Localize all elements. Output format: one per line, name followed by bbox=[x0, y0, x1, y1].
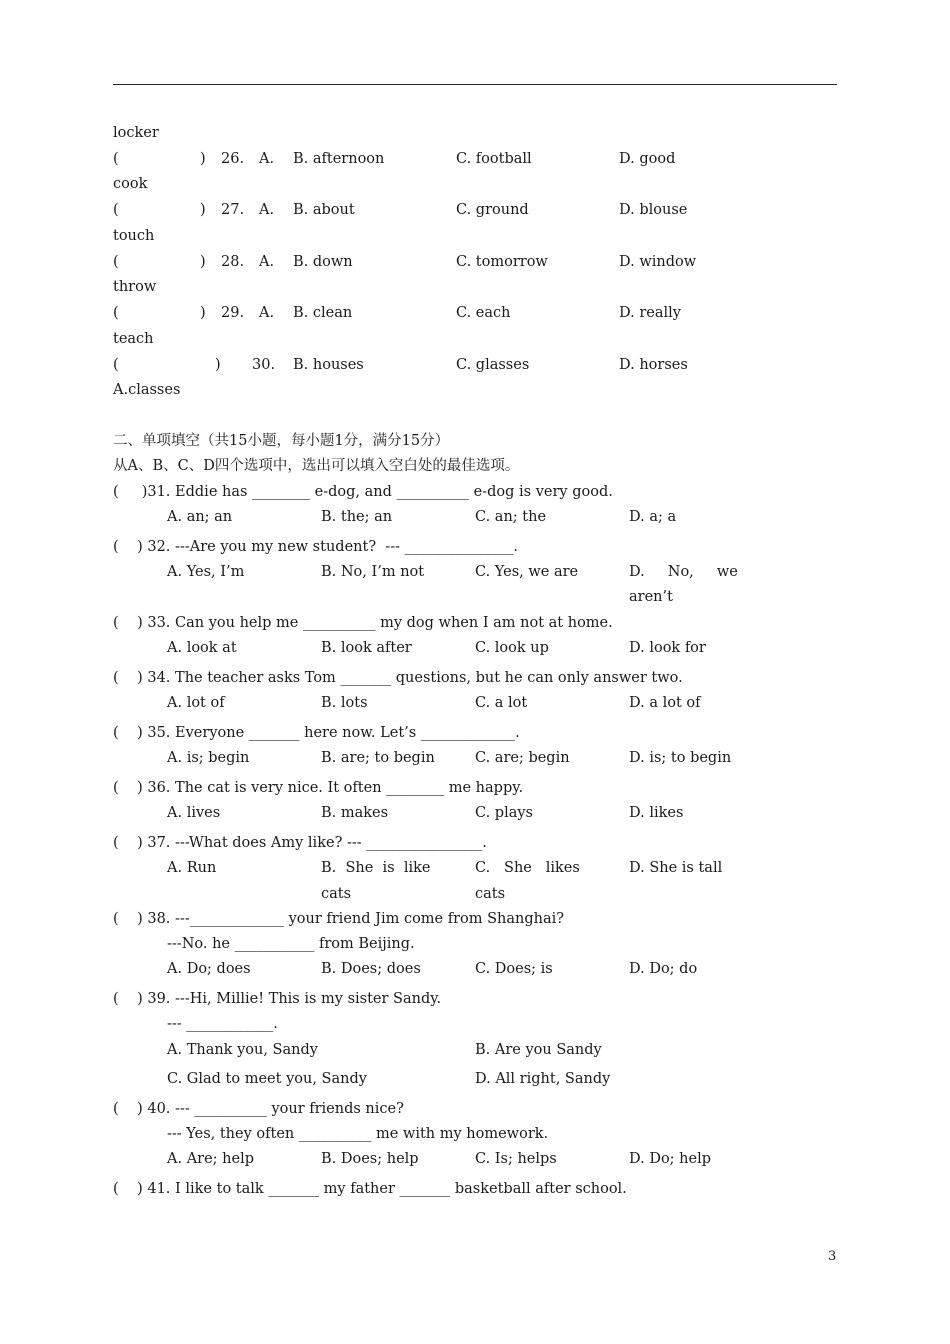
option-b: B. down bbox=[293, 254, 353, 270]
prev-word: locker bbox=[113, 125, 159, 141]
section-instruction: 从A、B、C、D四个选项中，选出可以填入空白处的最佳选项。 bbox=[113, 458, 520, 474]
page-number: 3 bbox=[828, 1249, 837, 1264]
option-b: B. are; to begin bbox=[321, 750, 435, 766]
option-a: A. bbox=[259, 305, 275, 321]
option-c: C. Yes, we are bbox=[475, 564, 579, 580]
answer-paren-open: ( bbox=[113, 357, 119, 373]
question-stem: ( ) 39. ---Hi, Millie! This is my sister Sandy. bbox=[113, 991, 442, 1007]
option-a: A. lot of bbox=[167, 695, 225, 711]
question-stem: ( ) 35. Everyone _______ here now. Let’s _____________. bbox=[113, 725, 520, 741]
option-a: A. Do; does bbox=[167, 961, 251, 977]
option-d: D. is; to begin bbox=[629, 750, 732, 766]
option-c: C. look up bbox=[475, 640, 549, 656]
option-d: D. a; a bbox=[629, 509, 677, 525]
answer-paren-close: ) bbox=[215, 357, 221, 373]
question-stem: ( ) 41. I like to talk _______ my father _______ basketball after school. bbox=[113, 1181, 627, 1197]
answer-paren-open: ( bbox=[113, 151, 119, 167]
question-number: 26. bbox=[221, 151, 245, 167]
option-d: D. good bbox=[619, 151, 676, 167]
option-b-continued: cats bbox=[321, 886, 352, 902]
option-a: A. Thank you, Sandy bbox=[167, 1042, 318, 1058]
prev-word: touch bbox=[113, 228, 155, 244]
option-b: B. look after bbox=[321, 640, 412, 656]
question-number: 27. bbox=[221, 202, 245, 218]
option-a: A. look at bbox=[167, 640, 237, 656]
option-b: B. Are you Sandy bbox=[475, 1042, 602, 1058]
option-c: C. an; the bbox=[475, 509, 547, 525]
question-number: 29. bbox=[221, 305, 245, 321]
option-b: B. clean bbox=[293, 305, 353, 321]
option-b: B. Does; does bbox=[321, 961, 421, 977]
option-a: A. bbox=[259, 151, 275, 167]
option-a: A. is; begin bbox=[167, 750, 250, 766]
option-d: D. She is tall bbox=[629, 860, 723, 876]
option-c: C. She likes bbox=[475, 860, 580, 876]
option-a: A. Yes, I’m bbox=[167, 564, 245, 580]
question-stem: ( ) 33. Can you help me __________ my dog when I am not at home. bbox=[113, 615, 613, 631]
option-b: B. lots bbox=[321, 695, 368, 711]
option-c: C. Does; is bbox=[475, 961, 553, 977]
prev-word: teach bbox=[113, 331, 154, 347]
prev-word: throw bbox=[113, 279, 157, 295]
answer-paren-open: ( bbox=[113, 202, 119, 218]
option-b: B. She is like bbox=[321, 860, 431, 876]
question-stem: ( ) 34. The teacher asks Tom _______ questions, but he can only answer two. bbox=[113, 670, 683, 686]
option-d: D. horses bbox=[619, 357, 688, 373]
answer-paren-open: ( bbox=[113, 254, 119, 270]
answer-paren-open: ( bbox=[113, 305, 119, 321]
option-d: D. Do; do bbox=[629, 961, 698, 977]
question-number: 30. bbox=[252, 357, 276, 373]
option-a: A. Run bbox=[167, 860, 217, 876]
option-a: A. Are; help bbox=[167, 1151, 255, 1167]
option-d: D. a lot of bbox=[629, 695, 701, 711]
option-b: B. Does; help bbox=[321, 1151, 419, 1167]
option-c: C. glasses bbox=[456, 357, 530, 373]
answer-paren-close: ) bbox=[200, 151, 206, 167]
question-stem: ( ) 40. --- __________ your friends nice? bbox=[113, 1101, 404, 1117]
question-line-2: --- ____________. bbox=[167, 1016, 278, 1032]
option-d: D. blouse bbox=[619, 202, 688, 218]
prev-word: cook bbox=[113, 176, 148, 192]
option-c: C. ground bbox=[456, 202, 529, 218]
question-stem: ( ) 38. ---_____________ your friend Jim come from Shanghai? bbox=[113, 911, 565, 927]
option-c: C. are; begin bbox=[475, 750, 570, 766]
question-stem: ( ) 36. The cat is very nice. It often ________ me happy. bbox=[113, 780, 524, 796]
answer-paren-close: ) bbox=[200, 254, 206, 270]
option-d-continued: aren’t bbox=[629, 589, 673, 605]
option-b: B. No, I’m not bbox=[321, 564, 425, 580]
option-b: B. houses bbox=[293, 357, 364, 373]
option-c: C. football bbox=[456, 151, 532, 167]
section-heading: 二、单项填空（共15小题，每小题1分，满分15分） bbox=[113, 433, 450, 449]
question-stem: ( )31. Eddie has ________ e-dog, and __________ e-dog is very good. bbox=[113, 484, 613, 500]
option-d: D. No, we bbox=[629, 564, 738, 580]
option-c: C. Is; helps bbox=[475, 1151, 557, 1167]
question-stem: ( ) 32. ---Are you my new student? --- _______________. bbox=[113, 539, 518, 555]
question-number: 28. bbox=[221, 254, 245, 270]
option-d: D. likes bbox=[629, 805, 684, 821]
option-d: D. look for bbox=[629, 640, 706, 656]
answer-paren-close: ) bbox=[200, 305, 206, 321]
option-a: A. an; an bbox=[167, 509, 233, 525]
option-c: C. each bbox=[456, 305, 511, 321]
question-stem: ( ) 37. ---What does Amy like? --- ________________. bbox=[113, 835, 487, 851]
option-c-continued: cats bbox=[475, 886, 506, 902]
option-b: B. makes bbox=[321, 805, 389, 821]
option-d: D. window bbox=[619, 254, 697, 270]
option-b: B. about bbox=[293, 202, 355, 218]
option-d: D. Do; help bbox=[629, 1151, 712, 1167]
option-c: C. tomorrow bbox=[456, 254, 548, 270]
option-b: B. the; an bbox=[321, 509, 393, 525]
option-d: D. really bbox=[619, 305, 681, 321]
question-line-2: ---No. he ___________ from Beijing. bbox=[167, 936, 415, 952]
answer-paren-close: ) bbox=[200, 202, 206, 218]
option-b: B. afternoon bbox=[293, 151, 385, 167]
last-word: A.classes bbox=[113, 382, 181, 398]
option-a: A. bbox=[259, 254, 275, 270]
option-c: C. a lot bbox=[475, 695, 528, 711]
option-d: D. All right, Sandy bbox=[475, 1071, 611, 1087]
option-a: A. lives bbox=[167, 805, 221, 821]
question-line-2: --- Yes, they often __________ me with my homework. bbox=[167, 1126, 549, 1142]
option-c: C. plays bbox=[475, 805, 533, 821]
header-rule bbox=[113, 84, 837, 85]
option-a: A. bbox=[259, 202, 275, 218]
option-c: C. Glad to meet you, Sandy bbox=[167, 1071, 367, 1087]
